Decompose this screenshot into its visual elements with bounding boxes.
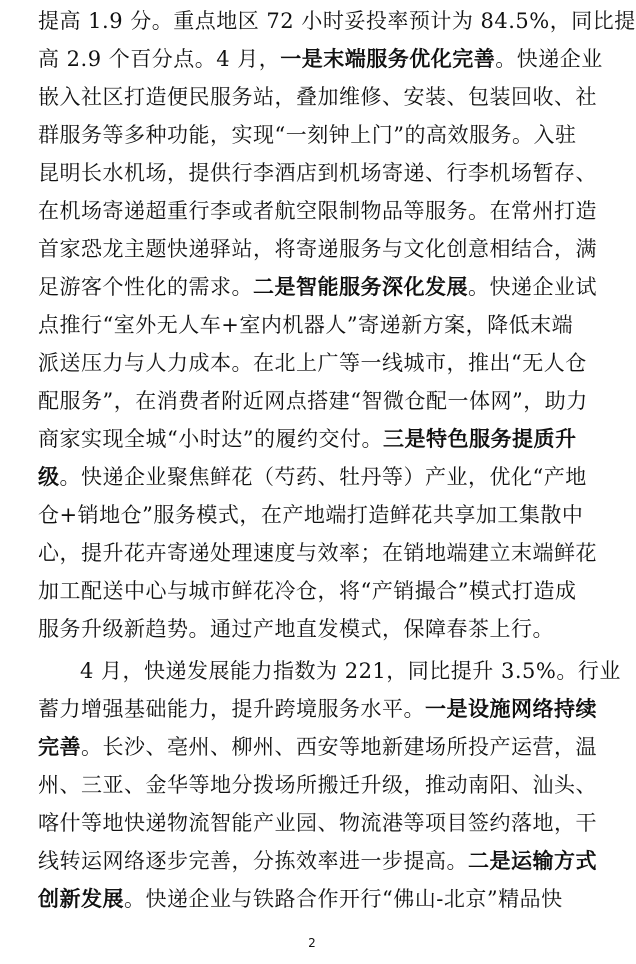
text-line [38, 6, 636, 36]
text-segment: 点推行“室外无人车+室内机器人”寄递新方案，降低末端 [38, 313, 574, 337]
text-segment: 仓+销地仓”服务模式，在产地端打造鲜花共享加工集散中 [38, 503, 584, 527]
text-segment: 。快递企业 [495, 47, 603, 71]
text-line [38, 538, 597, 568]
text-line [38, 424, 586, 454]
text-line [38, 310, 586, 340]
text-segment: 昆明长水机场，提供行李酒店到机场寄递、行李机场暂存、 [38, 161, 597, 185]
bold-heading-segment: 一是设施网络持续 [425, 697, 597, 721]
text-segment: 4 月，快递发展能力指数为 221，同比提升 3.5%。行业 [80, 659, 621, 683]
text-line [38, 576, 586, 606]
text-segment: 派送压力与人力成本。在北上广等一线城市，推出“无人仓 [38, 351, 587, 375]
text-segment: 。快递企业聚焦鲜花（芍药、牡丹等）产业，优化“产地 [59, 465, 587, 489]
text-line [38, 500, 586, 530]
text-segment: 配服务”，在消费者附近网点搭建“智微仓配一体网”，助力 [38, 389, 588, 413]
text-segment: 加工配送中心与城市鲜花冷仓，将“产销撮合”模式打造成 [38, 579, 577, 603]
text-segment: 首家恐龙主题快递驿站，将寄递服务与文化创意相结合，满 [38, 237, 597, 261]
text-line [38, 44, 603, 74]
bold-heading-segment: 二是运输方式 [468, 849, 597, 873]
text-segment: 提高 1.9 分。重点地区 72 小时妥投率预计为 84.5%，同比提 [38, 9, 636, 33]
text-line [38, 272, 597, 302]
text-segment: 群服务等多种功能，实现“一刻钟上门”的高效服务。入驻 [38, 123, 577, 147]
text-line [38, 462, 586, 492]
text-line [38, 234, 597, 264]
text-segment: 。快递企业与铁路合作开行“佛山-北京”精品快 [124, 887, 563, 911]
bold-heading-segment: 二是智能服务深化发展 [253, 275, 468, 299]
text-line [38, 158, 597, 188]
bold-heading-segment: 三是特色服务提质升 [382, 427, 577, 451]
text-line [38, 770, 597, 800]
text-line [38, 846, 597, 876]
text-line [38, 386, 586, 416]
text-line [38, 614, 586, 644]
bold-heading-segment: 完善 [38, 735, 81, 759]
page-number: 2 [308, 936, 316, 950]
text-line [38, 82, 597, 112]
bold-heading-segment: 一是末端服务优化完善 [280, 47, 496, 71]
text-line [38, 884, 586, 914]
text-line [38, 732, 597, 762]
text-line [80, 656, 621, 686]
text-segment: 蓄力增强基础能力，提升跨境服务水平。 [38, 697, 425, 721]
text-segment: 在机场寄递超重行李或者航空限制物品等服务。在常州打造 [38, 199, 597, 223]
text-segment: 。长沙、亳州、柳州、西安等地新建场所投产运营，温 [81, 735, 597, 759]
text-segment: 心，提升花卉寄递处理速度与效率；在销地端建立末端鲜花 [38, 541, 597, 565]
text-line [38, 348, 586, 378]
text-segment: 嵌入社区打造便民服务站，叠加维修、安装、包装回收、社 [38, 85, 597, 109]
text-line [38, 196, 597, 226]
text-segment: 高 2.9 个百分点。4 月， [38, 47, 281, 71]
text-segment: 喀什等地快递物流智能产业园、物流港等项目签约落地，干 [38, 811, 597, 835]
bold-heading-segment: 创新发展 [38, 887, 124, 911]
text-segment: 商家实现全城“小时达”的履约交付。 [38, 427, 383, 451]
text-segment: 服务升级新趋势。通过产地直发模式，保障春茶上行。 [38, 617, 554, 641]
text-line [38, 120, 586, 150]
bold-heading-segment: 级 [38, 465, 60, 489]
text-segment: 足游客个性化的需求。 [38, 275, 253, 299]
text-segment: 州、三亚、金华等地分拨场所搬迁升级，推动南阳、汕头、 [38, 773, 597, 797]
text-line [38, 694, 597, 724]
text-line [38, 808, 597, 838]
text-segment: 。快递企业试 [468, 275, 597, 299]
text-segment: 线转运网络逐步完善，分拣效率进一步提高。 [38, 849, 468, 873]
